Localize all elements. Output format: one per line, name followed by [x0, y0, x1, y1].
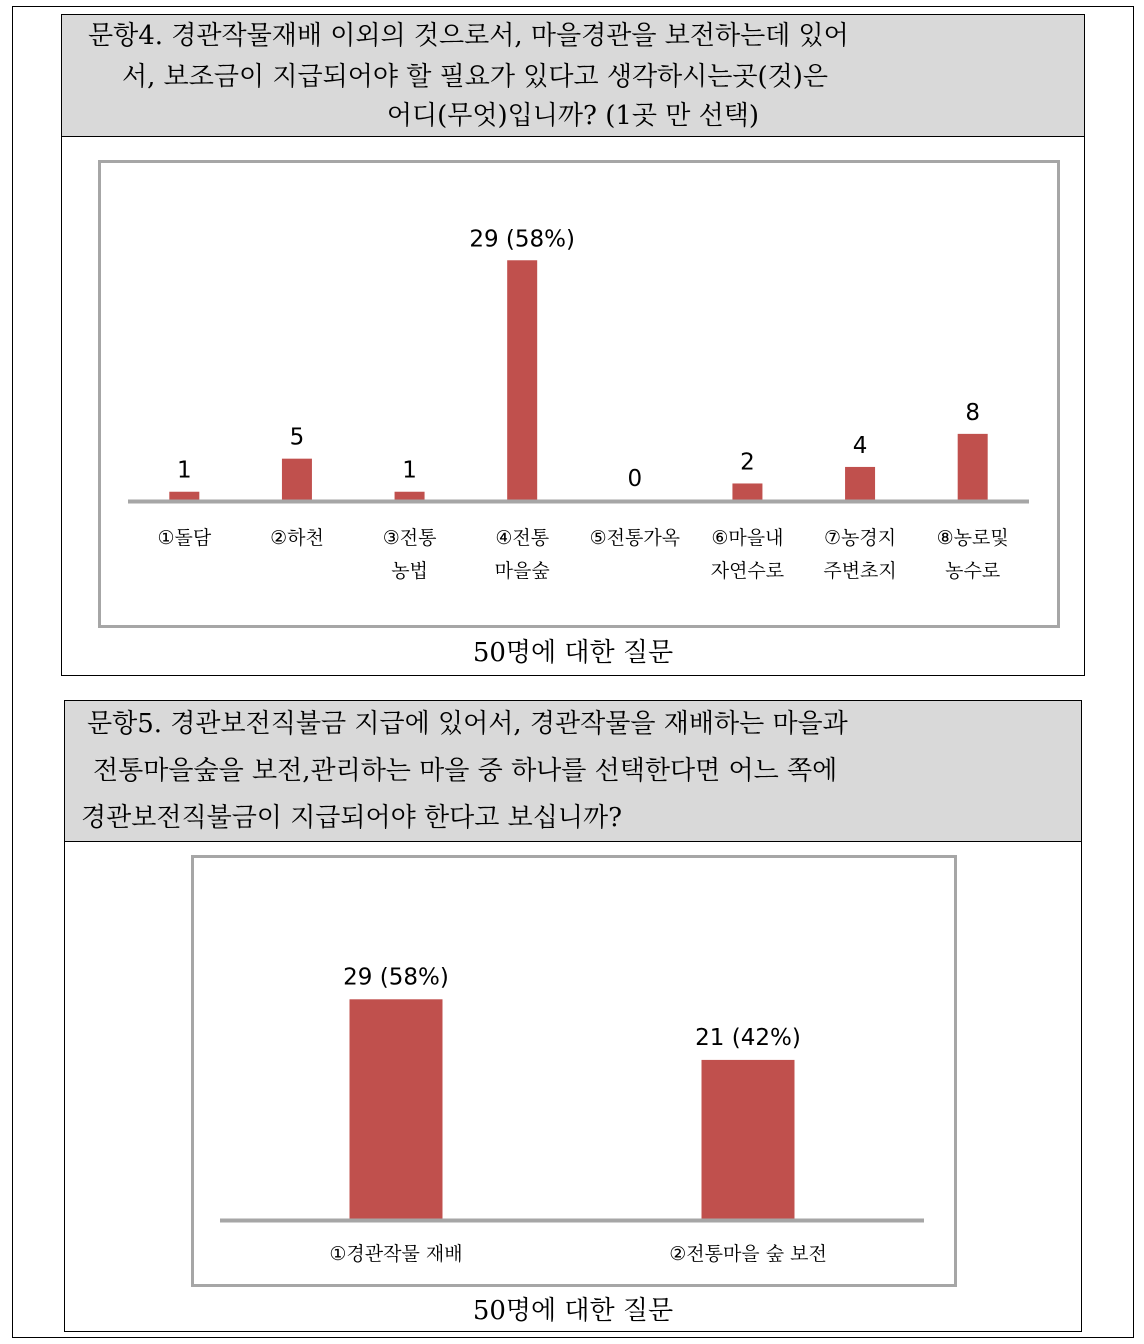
chart-1-data-label-6: 2 [740, 449, 755, 476]
chart-1-category-label-2: ②하천 [270, 527, 324, 549]
chart-1-category-label-3-line-1: ③전통 [382, 527, 437, 549]
chart-1-category-label-6-line-1: ⑥마을내 [711, 527, 784, 549]
chart-1-category-label-8-line-1: ⑧농로및 [936, 527, 1009, 549]
chart-1-category-label-3-line-2: 농법 [391, 560, 428, 582]
chart-1-category-label-8-line-2: 농수로 [945, 560, 1001, 582]
chart-1-data-label-1: 1 [176, 457, 192, 484]
chart-1-category-label-7-line-2: 주변초지 [823, 560, 897, 582]
chart-1-bar-7 [845, 467, 875, 500]
chart-1-data-label-2: 5 [289, 424, 305, 451]
chart-1-data-label-7: 4 [852, 432, 868, 459]
question-5-line-3: 경관보전직불금이 지급되어야 한다고 보십니까? [81, 803, 623, 833]
question-4-header [62, 15, 1084, 137]
question-4-footer: 50명에 대한 질문 [472, 638, 674, 668]
question-5-header [65, 701, 1081, 842]
chart-1-category-label-1: ①돌담 [157, 527, 212, 549]
chart-2-bar-1 [350, 999, 443, 1219]
chart-1-data-label-4: 29 (58%) [469, 226, 576, 253]
chart-1-bar-8 [958, 434, 988, 500]
question-5-line-2: 전통마을숲을 보전,관리하는 마을 중 하나를 선택한다면 어느 쪽에 [93, 756, 838, 786]
chart-1-category-label-7-line-1: ⑦농경지 [824, 527, 897, 549]
question-5-block [64, 700, 1082, 1332]
chart-1-category-label-4-line-2: 마을숲 [494, 560, 550, 582]
chart-2-category-label-2: ②전통마을 숲 보전 [669, 1243, 827, 1265]
chart-1-category-label-6-line-2: 자연수로 [710, 560, 785, 582]
chart-2-svg [194, 858, 954, 1284]
chart-1-data-label-8: 8 [965, 399, 981, 426]
chart-1-frame [98, 160, 1060, 628]
chart-1-bar-4 [507, 260, 537, 500]
question-5-line-1: 문항5. 경관보전직불금 지급에 있어서, 경관작물을 재배하는 마을과 [87, 709, 848, 739]
chart-2-data-label-2: 21 (42%) [695, 1024, 801, 1051]
chart-1-data-label-5: 0 [627, 466, 643, 492]
chart-1-bar-2 [282, 459, 312, 500]
chart-2-category-label-1: ①경관작물 재배 [329, 1243, 463, 1265]
chart-1-category-label-4-line-1: ④전통 [495, 527, 550, 549]
chart-1-svg [101, 163, 1057, 625]
chart-1-category-label-5: ⑤전통가옥 [589, 527, 681, 549]
chart-2-bar-2 [702, 1060, 795, 1219]
chart-2-frame [191, 855, 957, 1287]
question-4-line-3: 어디(무엇)입니까? (1곳 만 선택) [386, 101, 760, 131]
chart-1-bar-3 [395, 492, 425, 500]
question-4-block [61, 14, 1085, 676]
chart-1-bar-6 [732, 483, 762, 500]
question-4-line-1: 문항4. 경관작물재배 이외의 것으로서, 마을경관을 보전하는데 있어 [88, 21, 849, 51]
question-5-footer: 50명에 대한 질문 [472, 1296, 674, 1326]
question-4-line-2: 서, 보조금이 지급되어야 할 필요가 있다고 생각하시는곳(것)은 [122, 62, 829, 92]
chart-1-bar-1 [169, 492, 199, 500]
chart-1-data-label-3: 1 [402, 457, 417, 484]
chart-2-data-label-1: 29 (58%) [343, 964, 449, 991]
